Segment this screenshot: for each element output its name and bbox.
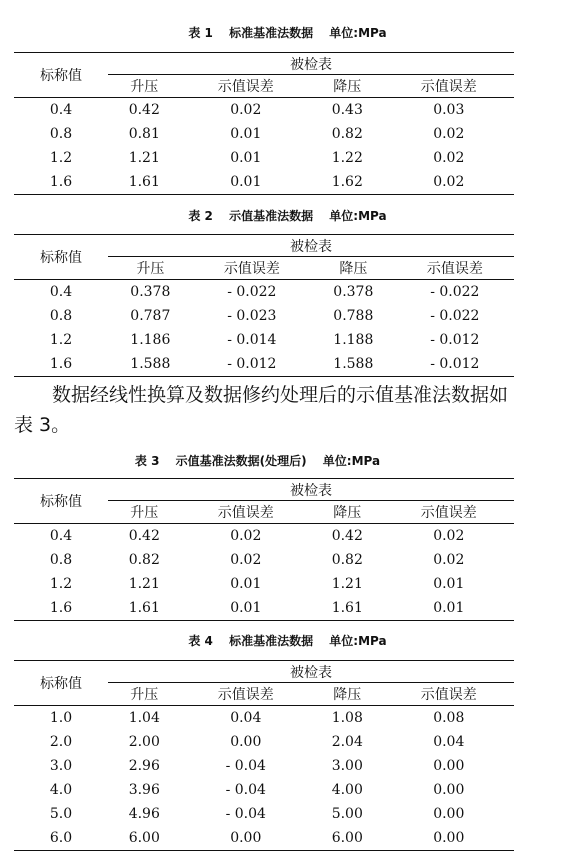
rise-cell: 1.04 bbox=[128, 710, 160, 726]
fall-header: 降压 bbox=[311, 257, 396, 280]
table-row bbox=[14, 802, 514, 826]
table-unit: 单位:MPa bbox=[329, 209, 387, 223]
nominal-cell: 0.8 bbox=[49, 308, 73, 324]
rise-cell: 3.96 bbox=[128, 782, 160, 798]
nominal-cell: 4.0 bbox=[49, 782, 73, 798]
table-row bbox=[14, 826, 514, 851]
table-row bbox=[14, 572, 514, 596]
table-1 bbox=[14, 52, 514, 195]
table-1-caption bbox=[0, 24, 575, 41]
fall-cell: 1.62 bbox=[311, 170, 384, 195]
fall-cell: 0.82 bbox=[331, 552, 363, 568]
table-3 bbox=[14, 478, 514, 621]
rise-cell: 0.787 bbox=[130, 308, 171, 324]
fall-error-cell: 0.01 bbox=[384, 596, 514, 621]
table-row bbox=[14, 754, 514, 778]
fall-cell: 1.21 bbox=[331, 576, 363, 592]
error-header: 示值误差 bbox=[384, 75, 514, 98]
header-row bbox=[14, 479, 514, 501]
rise-cell: 1.61 bbox=[108, 596, 181, 621]
fall-error-cell: 0.02 bbox=[433, 552, 465, 568]
rise-cell: 0.42 bbox=[128, 102, 160, 118]
fall-error-cell: 0.00 bbox=[433, 758, 465, 774]
error-header: 示值误差 bbox=[181, 75, 311, 98]
table-title: 标准基准法数据 bbox=[229, 26, 314, 40]
table-unit: 单位:MPa bbox=[329, 634, 387, 648]
fall-error-cell: 0.02 bbox=[433, 126, 465, 142]
fall-error-cell: 0.03 bbox=[433, 102, 465, 118]
rise-header: 升压 bbox=[108, 75, 181, 98]
nominal-cell: 5.0 bbox=[49, 806, 73, 822]
fall-cell: 1.61 bbox=[311, 596, 384, 621]
nominal-header: 标称值 bbox=[14, 53, 108, 98]
nominal-cell: 0.4 bbox=[49, 284, 73, 300]
rise-error-cell: - 0.014 bbox=[227, 332, 277, 348]
fall-error-cell: 0.08 bbox=[433, 710, 465, 726]
rise-error-cell: - 0.04 bbox=[225, 782, 266, 798]
fall-cell: 1.588 bbox=[311, 352, 396, 377]
table-row bbox=[14, 328, 514, 352]
rise-error-cell: - 0.04 bbox=[225, 758, 266, 774]
table-4 bbox=[14, 660, 514, 851]
fall-cell: 0.43 bbox=[331, 102, 363, 118]
table-header bbox=[14, 661, 514, 706]
rise-cell: 1.21 bbox=[128, 576, 160, 592]
table-header bbox=[14, 53, 514, 98]
rise-error-cell: 0.02 bbox=[230, 102, 262, 118]
rise-cell: 6.00 bbox=[108, 826, 181, 851]
fall-cell: 1.22 bbox=[331, 150, 363, 166]
fall-error-cell: 0.02 bbox=[433, 150, 465, 166]
table-header bbox=[14, 235, 514, 280]
table-row bbox=[14, 706, 514, 731]
rise-error-cell: 0.01 bbox=[181, 596, 311, 621]
table-row bbox=[14, 730, 514, 754]
fall-cell: 5.00 bbox=[331, 806, 363, 822]
rise-error-cell: 0.04 bbox=[230, 710, 262, 726]
table-number: 表 1 bbox=[188, 26, 213, 40]
nominal-cell: 1.6 bbox=[14, 170, 108, 195]
rise-error-cell: - 0.022 bbox=[227, 284, 277, 300]
rise-error-cell: - 0.04 bbox=[225, 806, 266, 822]
table-row bbox=[14, 146, 514, 170]
rise-error-cell: 0.01 bbox=[230, 576, 262, 592]
table-number: 表 3 bbox=[134, 454, 160, 468]
header-row bbox=[14, 53, 514, 75]
fall-cell: 0.42 bbox=[331, 528, 363, 544]
fall-error-cell: - 0.012 bbox=[396, 352, 514, 377]
rise-cell: 1.61 bbox=[108, 170, 181, 195]
meter-header: 被检表 bbox=[108, 53, 514, 75]
table-number: 表 2 bbox=[188, 209, 213, 223]
rise-error-cell: 0.01 bbox=[181, 170, 311, 195]
fall-error-cell: 0.04 bbox=[433, 734, 465, 750]
fall-cell: 0.82 bbox=[331, 126, 363, 142]
rise-error-cell: - 0.012 bbox=[193, 352, 311, 377]
table-row bbox=[14, 280, 514, 305]
header-row bbox=[14, 235, 514, 257]
fall-header: 降压 bbox=[311, 501, 384, 524]
rise-error-cell: 0.02 bbox=[230, 528, 262, 544]
fall-error-cell: - 0.022 bbox=[430, 284, 480, 300]
rise-cell: 2.00 bbox=[128, 734, 160, 750]
fall-error-cell: 0.00 bbox=[433, 806, 465, 822]
fall-error-cell: - 0.022 bbox=[430, 308, 480, 324]
fall-error-cell: 0.00 bbox=[433, 782, 465, 798]
rise-error-cell: 0.02 bbox=[230, 552, 262, 568]
fall-error-cell: 0.01 bbox=[433, 576, 465, 592]
fall-cell: 3.00 bbox=[331, 758, 363, 774]
nominal-cell: 1.2 bbox=[49, 576, 73, 592]
nominal-cell: 0.4 bbox=[49, 528, 73, 544]
table-title: 示值基准法数据(处理后) bbox=[175, 454, 307, 468]
fall-cell: 0.788 bbox=[333, 308, 374, 324]
table-row bbox=[14, 352, 514, 377]
table-3-caption bbox=[0, 452, 545, 469]
fall-error-cell: 0.00 bbox=[384, 826, 514, 851]
rise-header: 升压 bbox=[108, 501, 181, 524]
rise-cell: 1.21 bbox=[128, 150, 160, 166]
meter-header: 被检表 bbox=[108, 661, 514, 683]
nominal-cell: 1.6 bbox=[14, 596, 108, 621]
rise-error-cell: 0.00 bbox=[181, 826, 311, 851]
table-header bbox=[14, 479, 514, 524]
rise-header: 升压 bbox=[108, 683, 181, 706]
error-header: 示值误差 bbox=[181, 501, 311, 524]
nominal-cell: 3.0 bbox=[49, 758, 73, 774]
rise-cell: 1.588 bbox=[108, 352, 193, 377]
fall-cell: 4.00 bbox=[331, 782, 363, 798]
nominal-cell: 1.2 bbox=[49, 332, 73, 348]
table-row bbox=[14, 170, 514, 195]
rise-error-cell: 0.00 bbox=[230, 734, 262, 750]
fall-cell: 6.00 bbox=[311, 826, 384, 851]
nominal-cell: 2.0 bbox=[49, 734, 73, 750]
rise-cell: 2.96 bbox=[128, 758, 160, 774]
body-paragraph: 数据经线性换算及数据修约处理后的示值基准法数据如表 3。 bbox=[14, 384, 509, 436]
fall-error-cell: - 0.012 bbox=[430, 332, 480, 348]
nominal-header: 标称值 bbox=[14, 235, 108, 280]
table-title: 示值基准法数据 bbox=[229, 209, 314, 223]
table-row bbox=[14, 304, 514, 328]
table-row bbox=[14, 122, 514, 146]
error-header: 示值误差 bbox=[384, 501, 514, 524]
table-row bbox=[14, 548, 514, 572]
nominal-header: 标称值 bbox=[14, 661, 108, 706]
rise-error-cell: 0.01 bbox=[230, 150, 262, 166]
rise-error-cell: 0.01 bbox=[230, 126, 262, 142]
nominal-cell: 0.8 bbox=[49, 552, 73, 568]
fall-cell: 1.188 bbox=[333, 332, 374, 348]
fall-cell: 2.04 bbox=[331, 734, 363, 750]
fall-error-cell: 0.02 bbox=[384, 170, 514, 195]
rise-cell: 0.378 bbox=[130, 284, 171, 300]
table-number: 表 4 bbox=[188, 634, 213, 648]
table-row bbox=[14, 98, 514, 123]
nominal-cell: 1.0 bbox=[49, 710, 73, 726]
meter-header: 被检表 bbox=[108, 235, 514, 257]
fall-cell: 1.08 bbox=[331, 710, 363, 726]
nominal-cell: 6.0 bbox=[14, 826, 108, 851]
rise-error-cell: - 0.023 bbox=[227, 308, 277, 324]
rise-cell: 0.81 bbox=[128, 126, 160, 142]
error-header: 示值误差 bbox=[193, 257, 311, 280]
table-unit: 单位:MPa bbox=[322, 454, 381, 468]
rise-cell: 1.186 bbox=[130, 332, 171, 348]
rise-cell: 0.42 bbox=[128, 528, 160, 544]
table-row bbox=[14, 524, 514, 549]
fall-error-cell: 0.02 bbox=[433, 528, 465, 544]
error-header: 示值误差 bbox=[396, 257, 514, 280]
nominal-header: 标称值 bbox=[14, 479, 108, 524]
error-header: 示值误差 bbox=[181, 683, 311, 706]
table-2 bbox=[14, 234, 514, 377]
header-row bbox=[14, 661, 514, 683]
rise-header: 升压 bbox=[108, 257, 193, 280]
rise-cell: 0.82 bbox=[128, 552, 160, 568]
table-title: 标准基准法数据 bbox=[229, 634, 314, 648]
table-unit: 单位:MPa bbox=[329, 26, 387, 40]
meter-header: 被检表 bbox=[108, 479, 514, 501]
fall-header: 降压 bbox=[311, 75, 384, 98]
table-2-caption bbox=[0, 207, 575, 224]
table-4-caption bbox=[0, 632, 575, 649]
nominal-cell: 1.2 bbox=[49, 150, 73, 166]
table-row bbox=[14, 778, 514, 802]
table-row bbox=[14, 596, 514, 621]
nominal-cell: 0.8 bbox=[49, 126, 73, 142]
fall-header: 降压 bbox=[311, 683, 384, 706]
fall-cell: 0.378 bbox=[333, 284, 374, 300]
nominal-cell: 1.6 bbox=[14, 352, 108, 377]
error-header: 示值误差 bbox=[384, 683, 514, 706]
rise-cell: 4.96 bbox=[128, 806, 160, 822]
nominal-cell: 0.4 bbox=[49, 102, 73, 118]
